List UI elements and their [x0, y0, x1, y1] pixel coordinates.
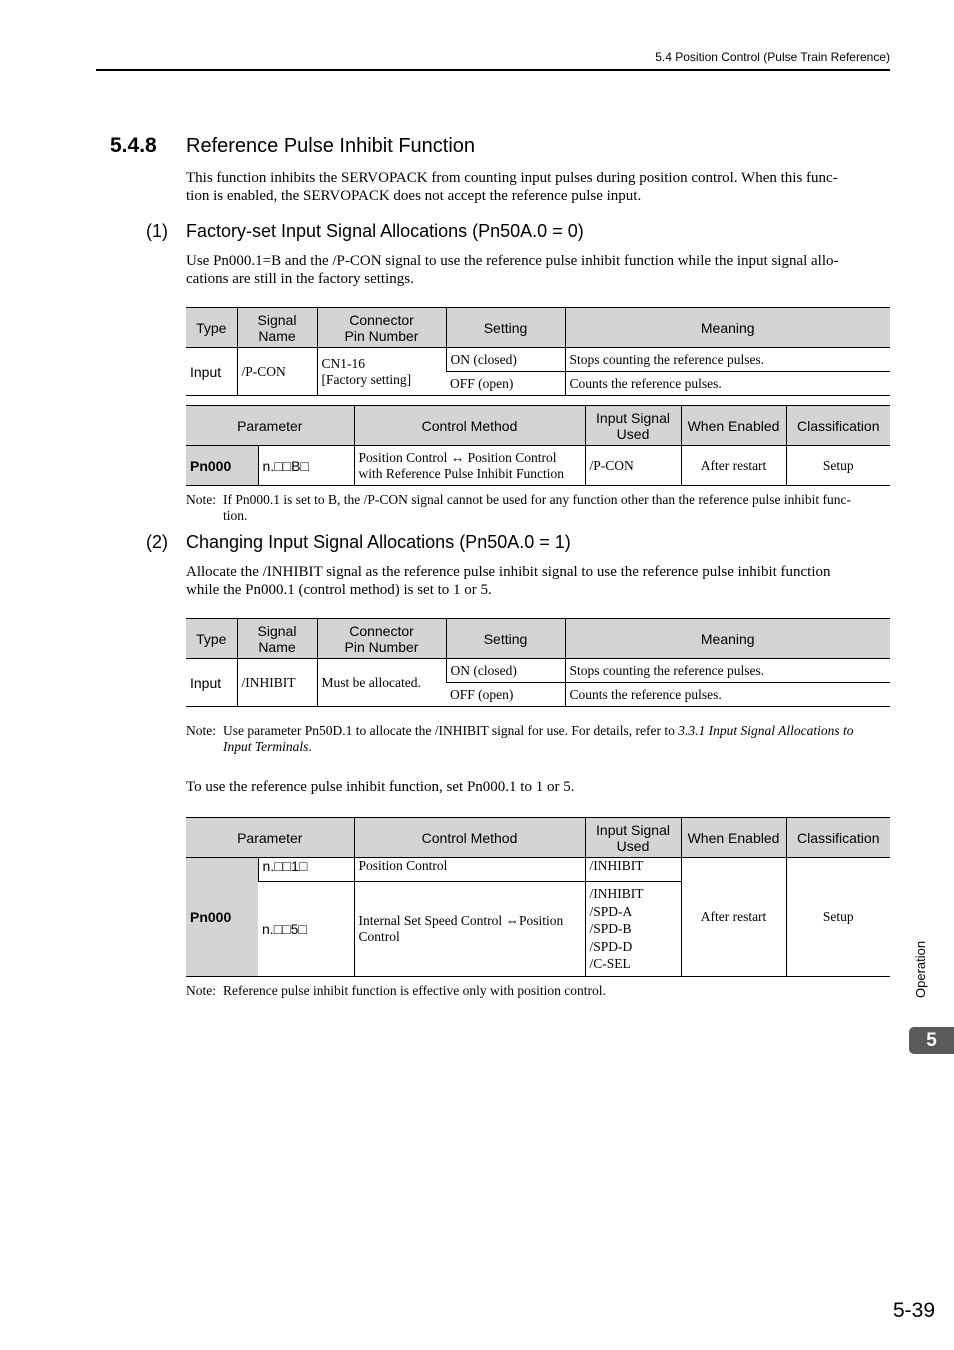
cell-meaning: Counts the reference pulses. — [565, 372, 890, 396]
note-label: Note: — [186, 983, 216, 998]
sub1-number: (1) — [146, 221, 168, 241]
col-signal-name: Signal Name — [237, 308, 317, 348]
sub2-text-line-1: Allocate the /INHIBIT signal as the reference pulse inhibit signal to use the reference pulse inhibit function — [186, 564, 831, 580]
table-header-row — [186, 406, 890, 446]
col-parameter: Parameter — [186, 818, 354, 858]
sub2-number: (2) — [146, 532, 168, 552]
cell-setting: OFF (open) — [446, 372, 565, 396]
header-rule — [96, 69, 890, 71]
sub2-note-1 — [186, 723, 892, 757]
note-text: Reference pulse inhibit function is effective only with position control. — [223, 983, 606, 998]
col-input-signal: Input Signal Used — [585, 818, 681, 858]
cell-meaning: Stops counting the reference pulses. — [565, 348, 890, 372]
col-type: Type — [186, 308, 237, 348]
cell-signal: /P-CON — [237, 348, 317, 396]
cell-meaning: Counts the reference pulses. — [565, 683, 890, 707]
table-row — [186, 858, 890, 882]
note-label: Note: — [186, 492, 216, 507]
section-intro — [186, 169, 838, 205]
cell-connector: CN1-16 [Factory setting] — [317, 348, 446, 396]
table-header-row — [186, 619, 890, 659]
col-meaning: Meaning — [565, 619, 890, 659]
col-classification: Classification — [786, 818, 890, 858]
sub1-text-line-2: cations are still in the factory settings. — [186, 271, 414, 287]
running-header: 5.4 Position Control (Pulse Train Reference) — [655, 50, 890, 64]
col-input-signal: Input Signal Used — [585, 406, 681, 446]
cell-type: Input — [186, 659, 237, 707]
sub2-text-line-2: while the Pn000.1 (control method) is set to 1 or 5. — [186, 582, 492, 598]
col-when-enabled: When Enabled — [681, 406, 786, 446]
cell-param-value: n.□□B□ — [258, 446, 354, 486]
sub1-signal-table — [186, 307, 890, 396]
cell-connector: Must be allocated. — [317, 659, 446, 707]
cell-param: Pn000 — [186, 446, 258, 486]
cell-input-signal: /INHIBIT — [585, 858, 681, 882]
cell-input-signal: /P-CON — [585, 446, 681, 486]
cell-control-method: Internal Set Speed Control ⇔Position Control — [354, 882, 585, 977]
sub2-param-table — [186, 817, 890, 977]
col-control-method: Control Method — [354, 406, 585, 446]
cell-setting: ON (closed) — [446, 659, 565, 683]
col-classification: Classification — [786, 406, 890, 446]
sub1-text — [186, 252, 839, 288]
col-setting: Setting — [446, 308, 565, 348]
sub1-title: Factory-set Input Signal Allocations (Pn50A.0 = 0) — [186, 221, 584, 241]
col-meaning: Meaning — [565, 308, 890, 348]
intro-line-2: tion is enabled, the SERVOPACK does not accept the reference pulse input. — [186, 188, 642, 204]
section-title: Reference Pulse Inhibit Function — [186, 135, 476, 157]
cell-type: Input — [186, 348, 237, 396]
table-row — [186, 446, 890, 486]
cell-when-enabled: After restart — [681, 446, 786, 486]
cell-setting: ON (closed) — [446, 348, 565, 372]
sub2-note-2 — [186, 983, 892, 1001]
sub2-title: Changing Input Signal Allocations (Pn50A.0 = 1) — [186, 532, 571, 552]
sub2-instruction: To use the reference pulse inhibit function, set Pn000.1 to 1 or 5. — [186, 779, 575, 795]
cell-when-enabled: After restart — [681, 858, 786, 977]
col-parameter: Parameter — [186, 406, 354, 446]
col-connector: Connector Pin Number — [317, 619, 446, 659]
note-text: Use parameter Pn50D.1 to allocate the /INHIBIT signal for use. For details, refer to 3.3.1 Input Signal Allocations to Input Terminals. — [223, 723, 854, 754]
table-header-row — [186, 818, 890, 858]
sub1-text-line-1: Use Pn000.1=B and the /P-CON signal to use the reference pulse inhibit function while the input signal allo- — [186, 253, 839, 269]
note-label: Note: — [186, 723, 216, 738]
col-control-method: Control Method — [354, 818, 585, 858]
cell-param: Pn000 — [186, 858, 258, 977]
cell-signal: /INHIBIT — [237, 659, 317, 707]
cell-param-value: n.□□5□ — [258, 882, 354, 977]
note-text: If Pn000.1 is set to B, the /P-CON signal cannot be used for any function other than the reference pulse inhibit func- tion. — [223, 492, 851, 523]
cell-classification: Setup — [786, 446, 890, 486]
sub1-note — [186, 492, 892, 526]
sub2-signal-table — [186, 618, 890, 707]
cell-control-method: Position Control ↔ Position Control with Reference Pulse Inhibit Function — [354, 446, 585, 486]
sub2-text — [186, 563, 831, 599]
table-row — [186, 348, 890, 372]
col-setting: Setting — [446, 619, 565, 659]
col-type: Type — [186, 619, 237, 659]
table-row — [186, 659, 890, 683]
side-label: Operation — [913, 940, 928, 998]
col-signal-name: Signal Name — [237, 619, 317, 659]
col-when-enabled: When Enabled — [681, 818, 786, 858]
cell-classification: Setup — [786, 858, 890, 977]
cell-control-method: Position Control — [354, 858, 585, 882]
cell-meaning: Stops counting the reference pulses. — [565, 659, 890, 683]
chapter-tab: 5 — [909, 1027, 954, 1054]
section-number: 5.4.8 — [110, 134, 157, 157]
intro-line-1: This function inhibits the SERVOPACK from counting input pulses during position control. When this func- — [186, 170, 838, 186]
cell-setting: OFF (open) — [446, 683, 565, 707]
cell-input-signals: /INHIBIT /SPD-A /SPD-B /SPD-D /C-SEL — [585, 882, 681, 977]
col-connector: Connector Pin Number — [317, 308, 446, 348]
page-number: 5-39 — [893, 1299, 936, 1322]
cell-param-value: n.□□1□ — [258, 858, 354, 882]
sub1-param-table — [186, 405, 890, 486]
table-header-row — [186, 308, 890, 348]
